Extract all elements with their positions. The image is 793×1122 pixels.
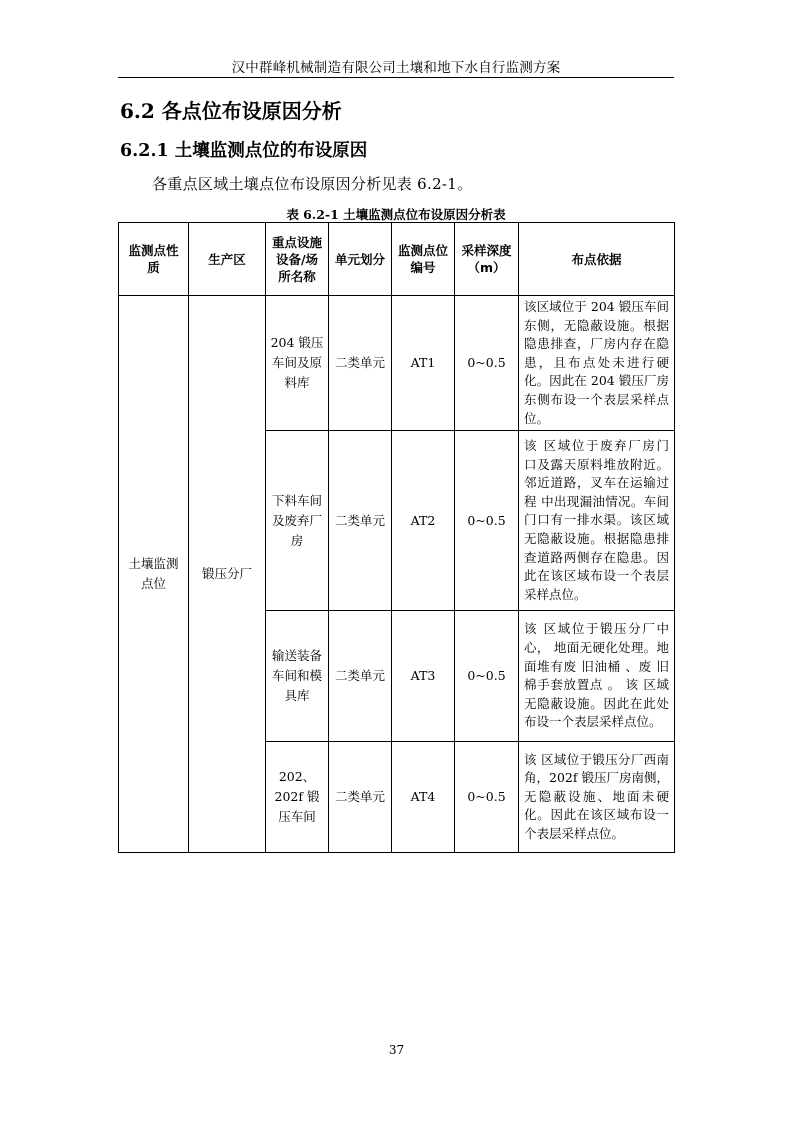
table-row (119, 296, 675, 431)
cell-code: AT1 (392, 296, 455, 431)
page-number: 37 (388, 1043, 405, 1057)
cell-code: AT2 (392, 431, 455, 611)
cell-depth: 0~0.5 (455, 742, 519, 853)
col-header-basis: 布点依据 (519, 223, 675, 296)
cell-zone: 锻压分厂 (189, 296, 266, 853)
cell-basis: 该 区域位于锻压分厂西南角，202f 锻压厂房南侧，无隐蔽设施、地面未硬化。因此在该区域布设一个表层采样点位。 (519, 742, 675, 853)
cell-basis: 该 区域位于废弃厂房门 口及露天原料堆放附近。邻近道路，叉车在运输过程 中出现漏油情况。车间门口有一排水渠。该区域无隐蔽设施。根据隐患排查道路两侧存在隐患。因此在该区域布设一个表层采样点位。 (519, 431, 675, 611)
soil-monitoring-table (118, 222, 675, 853)
cell-nature: 土壤监测点位 (119, 296, 189, 853)
cell-code: AT3 (392, 611, 455, 742)
cell-facility: 202、202f 锻压车间 (266, 742, 329, 853)
col-header-facility: 重点设施设备/场所名称 (266, 223, 329, 296)
cell-depth: 0~0.5 (455, 431, 519, 611)
col-header-nature: 监测点性质 (119, 223, 189, 296)
cell-basis: 该区域位于 204 锻压车间东侧，无隐蔽设施。根据隐患排查，厂房内存在隐患，且布点处未进行硬化。因此在 204 锻压厂房 东侧布设一个表层采样点位。 (519, 296, 675, 431)
cell-unit: 二类单元 (329, 431, 392, 611)
cell-unit: 二类单元 (329, 611, 392, 742)
cell-depth: 0~0.5 (455, 296, 519, 431)
table-caption: 表 6.2-1 土壤监测点位布设原因分析表 (286, 207, 506, 222)
cell-code: AT4 (392, 742, 455, 853)
col-header-zone: 生产区 (189, 223, 266, 296)
subsection-heading: 6.2.1 土壤监测点位的布设原因 (120, 141, 368, 161)
table-header-row (119, 223, 675, 296)
cell-facility: 输送装备车间和模具库 (266, 611, 329, 742)
col-header-code: 监测点位编号 (392, 223, 455, 296)
col-header-depth: 采样深度（m） (455, 223, 519, 296)
col-header-unit: 单元划分 (329, 223, 392, 296)
cell-basis: 该 区域位于锻压分厂中心， 地面无硬化处理。地面堆有废 旧油桶 、废 旧棉手套放置点 。 该 区域无隐蔽设施。因此在此处布设一个表层采样点位。 (519, 611, 675, 742)
cell-unit: 二类单元 (329, 742, 392, 853)
intro-paragraph: 各重点区域土壤点位布设原因分析见表 6.2-1。 (152, 175, 473, 193)
running-header: 汉中群峰机械制造有限公司土壤和地下水自行监测方案 (231, 60, 561, 76)
cell-unit: 二类单元 (329, 296, 392, 431)
cell-facility: 下料车间及废弃厂房 (266, 431, 329, 611)
header-rule (118, 77, 674, 78)
cell-depth: 0~0.5 (455, 611, 519, 742)
cell-facility: 204 锻压车间及原料库 (266, 296, 329, 431)
section-heading: 6.2 各点位布设原因分析 (120, 99, 342, 123)
